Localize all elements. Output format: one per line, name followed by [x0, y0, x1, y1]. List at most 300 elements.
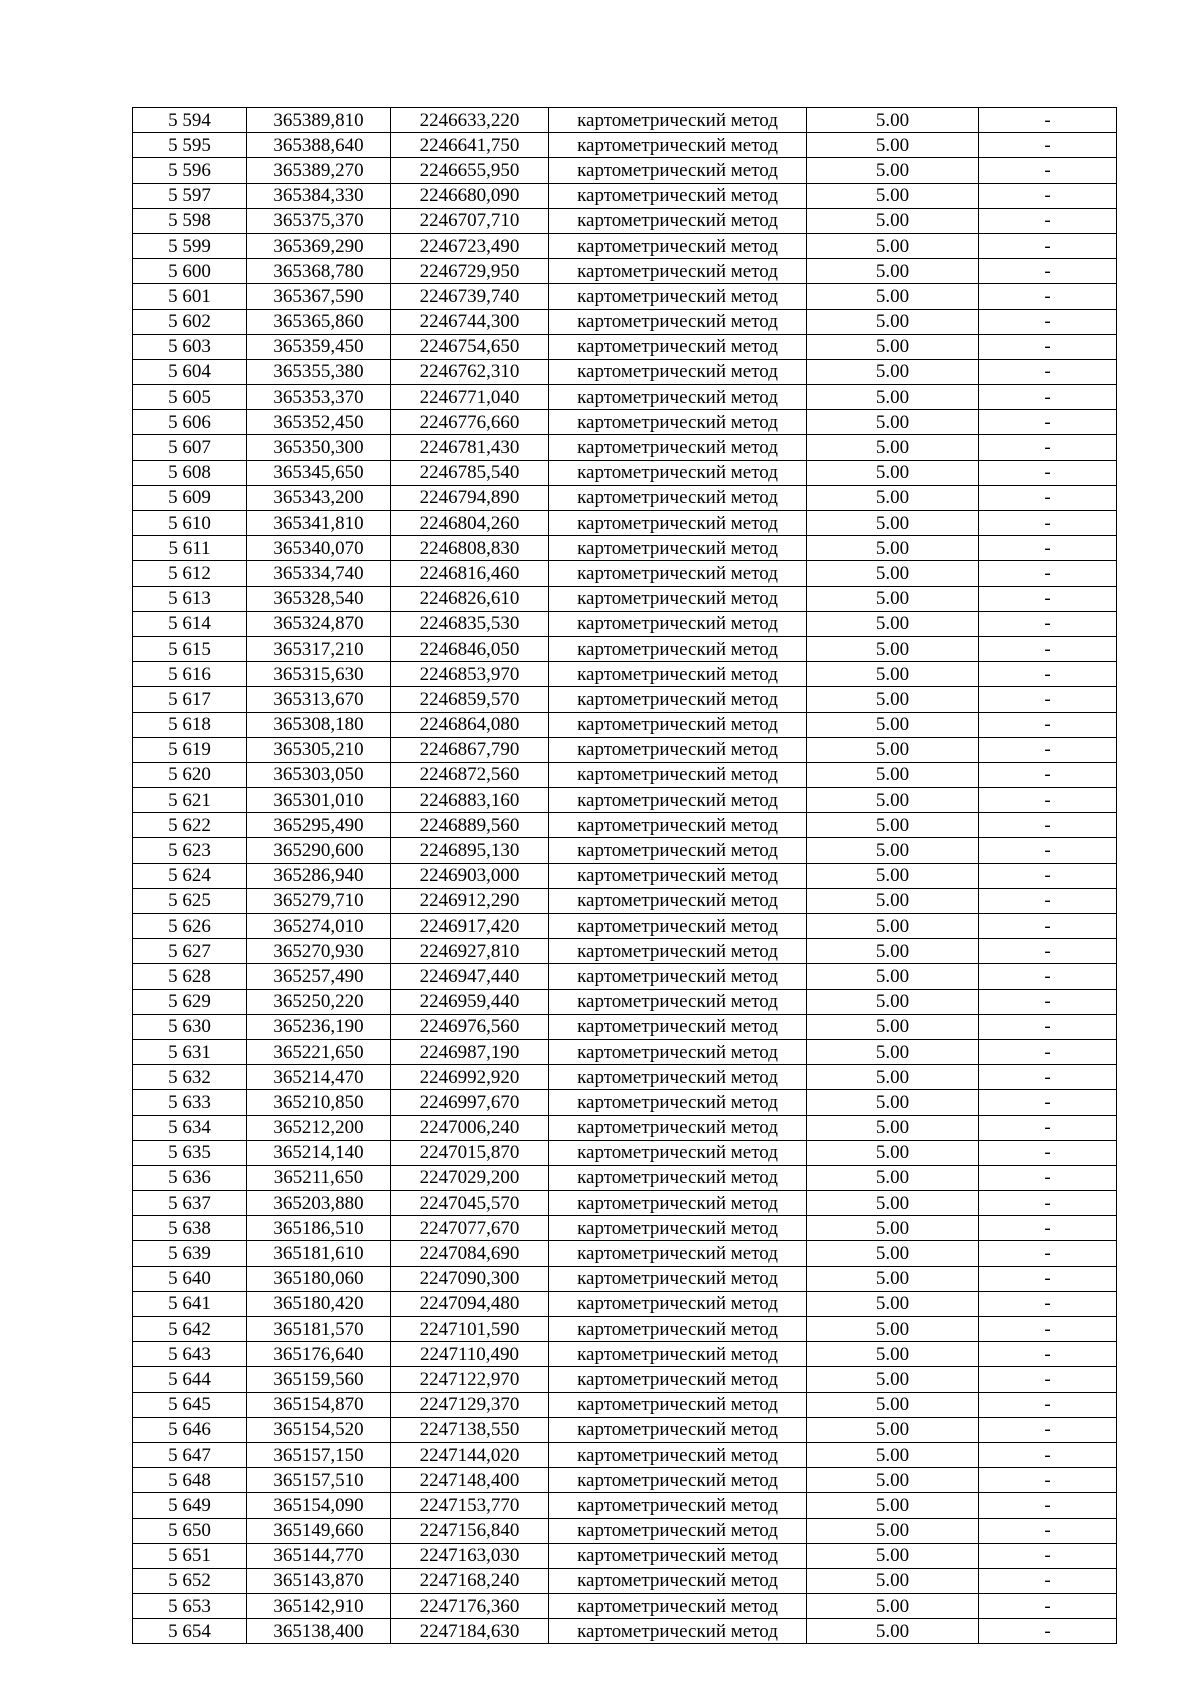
method-cell: картометрический метод	[549, 737, 807, 762]
x-coordinate-cell: 365308,180	[247, 712, 391, 737]
precision-cell: 5.00	[807, 284, 979, 309]
precision-cell: 5.00	[807, 611, 979, 636]
precision-cell: 5.00	[807, 561, 979, 586]
x-coordinate-cell: 365159,560	[247, 1367, 391, 1392]
point-number-cell: 5 600	[133, 259, 247, 284]
method-cell: картометрический метод	[549, 863, 807, 888]
note-cell: -	[979, 914, 1117, 939]
method-cell: картометрический метод	[549, 1266, 807, 1291]
method-cell: картометрический метод	[549, 1442, 807, 1467]
method-cell: картометрический метод	[549, 108, 807, 133]
note-cell: -	[979, 183, 1117, 208]
y-coordinate-cell: 2246927,810	[391, 939, 549, 964]
method-cell: картометрический метод	[549, 989, 807, 1014]
y-coordinate-cell: 2246987,190	[391, 1039, 549, 1064]
method-cell: картометрический метод	[549, 511, 807, 536]
point-number-cell: 5 628	[133, 964, 247, 989]
note-cell: -	[979, 788, 1117, 813]
method-cell: картометрический метод	[549, 662, 807, 687]
y-coordinate-cell: 2246835,530	[391, 611, 549, 636]
precision-cell: 5.00	[807, 838, 979, 863]
precision-cell: 5.00	[807, 1568, 979, 1593]
method-cell: картометрический метод	[549, 813, 807, 838]
precision-cell: 5.00	[807, 460, 979, 485]
note-cell: -	[979, 208, 1117, 233]
table-row	[133, 1291, 1117, 1316]
note-cell: -	[979, 1140, 1117, 1165]
note-cell: -	[979, 1065, 1117, 1090]
method-cell: картометрический метод	[549, 712, 807, 737]
note-cell: -	[979, 1317, 1117, 1342]
y-coordinate-cell: 2246872,560	[391, 762, 549, 787]
note-cell: -	[979, 762, 1117, 787]
precision-cell: 5.00	[807, 1367, 979, 1392]
precision-cell: 5.00	[807, 359, 979, 384]
precision-cell: 5.00	[807, 964, 979, 989]
note-cell: -	[979, 1342, 1117, 1367]
y-coordinate-cell: 2246707,710	[391, 208, 549, 233]
method-cell: картометрический метод	[549, 636, 807, 661]
method-cell: картометрический метод	[549, 460, 807, 485]
point-number-cell: 5 607	[133, 435, 247, 460]
table-row	[133, 385, 1117, 410]
precision-cell: 5.00	[807, 1191, 979, 1216]
point-number-cell: 5 632	[133, 1065, 247, 1090]
method-cell: картометрический метод	[549, 133, 807, 158]
x-coordinate-cell: 365389,270	[247, 158, 391, 183]
note-cell: -	[979, 1115, 1117, 1140]
note-cell: -	[979, 737, 1117, 762]
method-cell: картометрический метод	[549, 1493, 807, 1518]
table-row	[133, 284, 1117, 309]
table-row	[133, 334, 1117, 359]
precision-cell: 5.00	[807, 183, 979, 208]
note-cell: -	[979, 939, 1117, 964]
note-cell: -	[979, 284, 1117, 309]
x-coordinate-cell: 365388,640	[247, 133, 391, 158]
note-cell: -	[979, 636, 1117, 661]
note-cell: -	[979, 712, 1117, 737]
x-coordinate-cell: 365359,450	[247, 334, 391, 359]
table-row	[133, 1090, 1117, 1115]
x-coordinate-cell: 365180,060	[247, 1266, 391, 1291]
method-cell: картометрический метод	[549, 1014, 807, 1039]
precision-cell: 5.00	[807, 133, 979, 158]
precision-cell: 5.00	[807, 108, 979, 133]
x-coordinate-cell: 365149,660	[247, 1518, 391, 1543]
note-cell: -	[979, 259, 1117, 284]
point-number-cell: 5 641	[133, 1291, 247, 1316]
precision-cell: 5.00	[807, 1342, 979, 1367]
method-cell: картометрический метод	[549, 259, 807, 284]
table-row	[133, 561, 1117, 586]
note-cell: -	[979, 1291, 1117, 1316]
table-row	[133, 1191, 1117, 1216]
y-coordinate-cell: 2246781,430	[391, 435, 549, 460]
method-cell: картометрический метод	[549, 914, 807, 939]
y-coordinate-cell: 2246794,890	[391, 485, 549, 510]
method-cell: картометрический метод	[549, 1165, 807, 1190]
table-row	[133, 1468, 1117, 1493]
method-cell: картометрический метод	[549, 334, 807, 359]
x-coordinate-cell: 365313,670	[247, 687, 391, 712]
precision-cell: 5.00	[807, 435, 979, 460]
x-coordinate-cell: 365176,640	[247, 1342, 391, 1367]
precision-cell: 5.00	[807, 1442, 979, 1467]
table-row	[133, 485, 1117, 510]
table-row	[133, 964, 1117, 989]
x-coordinate-cell: 365303,050	[247, 762, 391, 787]
y-coordinate-cell: 2246859,570	[391, 687, 549, 712]
point-number-cell: 5 613	[133, 586, 247, 611]
y-coordinate-cell: 2247110,490	[391, 1342, 549, 1367]
y-coordinate-cell: 2246641,750	[391, 133, 549, 158]
y-coordinate-cell: 2247148,400	[391, 1468, 549, 1493]
precision-cell: 5.00	[807, 410, 979, 435]
x-coordinate-cell: 365154,090	[247, 1493, 391, 1518]
point-number-cell: 5 652	[133, 1568, 247, 1593]
x-coordinate-cell: 365389,810	[247, 108, 391, 133]
table-row	[133, 1266, 1117, 1291]
table-row	[133, 1367, 1117, 1392]
note-cell: -	[979, 662, 1117, 687]
method-cell: картометрический метод	[549, 1115, 807, 1140]
table-row	[133, 1065, 1117, 1090]
y-coordinate-cell: 2247168,240	[391, 1568, 549, 1593]
precision-cell: 5.00	[807, 1165, 979, 1190]
y-coordinate-cell: 2246889,560	[391, 813, 549, 838]
y-coordinate-cell: 2247084,690	[391, 1241, 549, 1266]
note-cell: -	[979, 309, 1117, 334]
y-coordinate-cell: 2246762,310	[391, 359, 549, 384]
y-coordinate-cell: 2246785,540	[391, 460, 549, 485]
table-row	[133, 1594, 1117, 1619]
x-coordinate-cell: 365221,650	[247, 1039, 391, 1064]
x-coordinate-cell: 365212,200	[247, 1115, 391, 1140]
y-coordinate-cell: 2247006,240	[391, 1115, 549, 1140]
table-row	[133, 1342, 1117, 1367]
y-coordinate-cell: 2247129,370	[391, 1392, 549, 1417]
method-cell: картометрический метод	[549, 1216, 807, 1241]
point-number-cell: 5 645	[133, 1392, 247, 1417]
note-cell: -	[979, 1090, 1117, 1115]
precision-cell: 5.00	[807, 233, 979, 258]
note-cell: -	[979, 611, 1117, 636]
precision-cell: 5.00	[807, 1039, 979, 1064]
y-coordinate-cell: 2247101,590	[391, 1317, 549, 1342]
y-coordinate-cell: 2246903,000	[391, 863, 549, 888]
table-row	[133, 1140, 1117, 1165]
note-cell: -	[979, 1039, 1117, 1064]
point-number-cell: 5 637	[133, 1191, 247, 1216]
point-number-cell: 5 625	[133, 888, 247, 913]
precision-cell: 5.00	[807, 485, 979, 510]
table-row	[133, 1241, 1117, 1266]
point-number-cell: 5 633	[133, 1090, 247, 1115]
method-cell: картометрический метод	[549, 284, 807, 309]
x-coordinate-cell: 365250,220	[247, 989, 391, 1014]
method-cell: картометрический метод	[549, 586, 807, 611]
x-coordinate-cell: 365257,490	[247, 964, 391, 989]
x-coordinate-cell: 365181,610	[247, 1241, 391, 1266]
point-number-cell: 5 621	[133, 788, 247, 813]
precision-cell: 5.00	[807, 1090, 979, 1115]
table-row	[133, 309, 1117, 334]
table-row	[133, 813, 1117, 838]
y-coordinate-cell: 2246864,080	[391, 712, 549, 737]
precision-cell: 5.00	[807, 1619, 979, 1644]
x-coordinate-cell: 365365,860	[247, 309, 391, 334]
y-coordinate-cell: 2246997,670	[391, 1090, 549, 1115]
x-coordinate-cell: 365305,210	[247, 737, 391, 762]
precision-cell: 5.00	[807, 1493, 979, 1518]
precision-cell: 5.00	[807, 1392, 979, 1417]
point-number-cell: 5 601	[133, 284, 247, 309]
x-coordinate-cell: 365317,210	[247, 636, 391, 661]
y-coordinate-cell: 2247176,360	[391, 1594, 549, 1619]
point-number-cell: 5 599	[133, 233, 247, 258]
point-number-cell: 5 614	[133, 611, 247, 636]
x-coordinate-cell: 365157,150	[247, 1442, 391, 1467]
x-coordinate-cell: 365157,510	[247, 1468, 391, 1493]
precision-cell: 5.00	[807, 1266, 979, 1291]
x-coordinate-cell: 365236,190	[247, 1014, 391, 1039]
y-coordinate-cell: 2247153,770	[391, 1493, 549, 1518]
y-coordinate-cell: 2247029,200	[391, 1165, 549, 1190]
table-row	[133, 662, 1117, 687]
method-cell: картометрический метод	[549, 183, 807, 208]
note-cell: -	[979, 1493, 1117, 1518]
precision-cell: 5.00	[807, 687, 979, 712]
method-cell: картометрический метод	[549, 1291, 807, 1316]
note-cell: -	[979, 1165, 1117, 1190]
table-row	[133, 208, 1117, 233]
precision-cell: 5.00	[807, 208, 979, 233]
table-row	[133, 788, 1117, 813]
note-cell: -	[979, 1468, 1117, 1493]
y-coordinate-cell: 2246992,920	[391, 1065, 549, 1090]
x-coordinate-cell: 365290,600	[247, 838, 391, 863]
point-number-cell: 5 610	[133, 511, 247, 536]
method-cell: картометрический метод	[549, 1543, 807, 1568]
point-number-cell: 5 650	[133, 1518, 247, 1543]
precision-cell: 5.00	[807, 1543, 979, 1568]
x-coordinate-cell: 365341,810	[247, 511, 391, 536]
method-cell: картометрический метод	[549, 536, 807, 561]
table-row	[133, 838, 1117, 863]
point-number-cell: 5 649	[133, 1493, 247, 1518]
note-cell: -	[979, 1568, 1117, 1593]
x-coordinate-cell: 365181,570	[247, 1317, 391, 1342]
method-cell: картометрический метод	[549, 838, 807, 863]
y-coordinate-cell: 2247156,840	[391, 1518, 549, 1543]
note-cell: -	[979, 536, 1117, 561]
y-coordinate-cell: 2246853,970	[391, 662, 549, 687]
table-row	[133, 1493, 1117, 1518]
precision-cell: 5.00	[807, 762, 979, 787]
y-coordinate-cell: 2247138,550	[391, 1417, 549, 1442]
table-row	[133, 1568, 1117, 1593]
x-coordinate-cell: 365352,450	[247, 410, 391, 435]
point-number-cell: 5 634	[133, 1115, 247, 1140]
x-coordinate-cell: 365340,070	[247, 536, 391, 561]
point-number-cell: 5 622	[133, 813, 247, 838]
point-number-cell: 5 636	[133, 1165, 247, 1190]
x-coordinate-cell: 365295,490	[247, 813, 391, 838]
y-coordinate-cell: 2246959,440	[391, 989, 549, 1014]
method-cell: картометрический метод	[549, 1065, 807, 1090]
x-coordinate-cell: 365214,140	[247, 1140, 391, 1165]
x-coordinate-cell: 365367,590	[247, 284, 391, 309]
x-coordinate-cell: 365214,470	[247, 1065, 391, 1090]
x-coordinate-cell: 365211,650	[247, 1165, 391, 1190]
y-coordinate-cell: 2247184,630	[391, 1619, 549, 1644]
precision-cell: 5.00	[807, 1317, 979, 1342]
note-cell: -	[979, 813, 1117, 838]
table-row	[133, 1392, 1117, 1417]
method-cell: картометрический метод	[549, 1191, 807, 1216]
point-number-cell: 5 642	[133, 1317, 247, 1342]
y-coordinate-cell: 2246826,610	[391, 586, 549, 611]
note-cell: -	[979, 511, 1117, 536]
x-coordinate-cell: 365384,330	[247, 183, 391, 208]
x-coordinate-cell: 365142,910	[247, 1594, 391, 1619]
method-cell: картометрический метод	[549, 1392, 807, 1417]
method-cell: картометрический метод	[549, 888, 807, 913]
y-coordinate-cell: 2246729,950	[391, 259, 549, 284]
note-cell: -	[979, 1367, 1117, 1392]
x-coordinate-cell: 365274,010	[247, 914, 391, 939]
table-row	[133, 1115, 1117, 1140]
precision-cell: 5.00	[807, 1115, 979, 1140]
note-cell: -	[979, 1266, 1117, 1291]
x-coordinate-cell: 365279,710	[247, 888, 391, 913]
table-row	[133, 737, 1117, 762]
point-number-cell: 5 626	[133, 914, 247, 939]
x-coordinate-cell: 365315,630	[247, 662, 391, 687]
point-number-cell: 5 638	[133, 1216, 247, 1241]
method-cell: картометрический метод	[549, 435, 807, 460]
y-coordinate-cell: 2247144,020	[391, 1442, 549, 1467]
point-number-cell: 5 623	[133, 838, 247, 863]
table-row	[133, 586, 1117, 611]
precision-cell: 5.00	[807, 1594, 979, 1619]
x-coordinate-cell: 365343,200	[247, 485, 391, 510]
y-coordinate-cell: 2247045,570	[391, 1191, 549, 1216]
note-cell: -	[979, 485, 1117, 510]
point-number-cell: 5 594	[133, 108, 247, 133]
precision-cell: 5.00	[807, 914, 979, 939]
precision-cell: 5.00	[807, 1417, 979, 1442]
x-coordinate-cell: 365154,520	[247, 1417, 391, 1442]
x-coordinate-cell: 365143,870	[247, 1568, 391, 1593]
point-number-cell: 5 618	[133, 712, 247, 737]
precision-cell: 5.00	[807, 737, 979, 762]
note-cell: -	[979, 989, 1117, 1014]
y-coordinate-cell: 2246883,160	[391, 788, 549, 813]
y-coordinate-cell: 2246804,260	[391, 511, 549, 536]
precision-cell: 5.00	[807, 586, 979, 611]
table-row	[133, 863, 1117, 888]
x-coordinate-cell: 365355,380	[247, 359, 391, 384]
note-cell: -	[979, 108, 1117, 133]
point-number-cell: 5 611	[133, 536, 247, 561]
precision-cell: 5.00	[807, 1014, 979, 1039]
method-cell: картометрический метод	[549, 1367, 807, 1392]
y-coordinate-cell: 2246680,090	[391, 183, 549, 208]
method-cell: картометрический метод	[549, 1417, 807, 1442]
x-coordinate-cell: 365203,880	[247, 1191, 391, 1216]
y-coordinate-cell: 2246754,650	[391, 334, 549, 359]
note-cell: -	[979, 385, 1117, 410]
point-number-cell: 5 612	[133, 561, 247, 586]
y-coordinate-cell: 2246895,130	[391, 838, 549, 863]
table-row	[133, 359, 1117, 384]
note-cell: -	[979, 888, 1117, 913]
note-cell: -	[979, 687, 1117, 712]
precision-cell: 5.00	[807, 813, 979, 838]
x-coordinate-cell: 365186,510	[247, 1216, 391, 1241]
table-row	[133, 1165, 1117, 1190]
method-cell: картометрический метод	[549, 158, 807, 183]
note-cell: -	[979, 964, 1117, 989]
method-cell: картометрический метод	[549, 964, 807, 989]
point-number-cell: 5 629	[133, 989, 247, 1014]
note-cell: -	[979, 1392, 1117, 1417]
table-row	[133, 989, 1117, 1014]
precision-cell: 5.00	[807, 662, 979, 687]
method-cell: картометрический метод	[549, 1317, 807, 1342]
precision-cell: 5.00	[807, 334, 979, 359]
y-coordinate-cell: 2246976,560	[391, 1014, 549, 1039]
note-cell: -	[979, 133, 1117, 158]
method-cell: картометрический метод	[549, 1594, 807, 1619]
y-coordinate-cell: 2246723,490	[391, 233, 549, 258]
method-cell: картометрический метод	[549, 385, 807, 410]
x-coordinate-cell: 365286,940	[247, 863, 391, 888]
precision-cell: 5.00	[807, 309, 979, 334]
method-cell: картометрический метод	[549, 1140, 807, 1165]
y-coordinate-cell: 2247015,870	[391, 1140, 549, 1165]
point-number-cell: 5 603	[133, 334, 247, 359]
point-number-cell: 5 605	[133, 385, 247, 410]
note-cell: -	[979, 1619, 1117, 1644]
point-number-cell: 5 606	[133, 410, 247, 435]
x-coordinate-cell: 365345,650	[247, 460, 391, 485]
y-coordinate-cell: 2246739,740	[391, 284, 549, 309]
point-number-cell: 5 595	[133, 133, 247, 158]
precision-cell: 5.00	[807, 1291, 979, 1316]
y-coordinate-cell: 2246947,440	[391, 964, 549, 989]
precision-cell: 5.00	[807, 511, 979, 536]
point-number-cell: 5 654	[133, 1619, 247, 1644]
y-coordinate-cell: 2246744,300	[391, 309, 549, 334]
precision-cell: 5.00	[807, 536, 979, 561]
method-cell: картометрический метод	[549, 1039, 807, 1064]
point-number-cell: 5 631	[133, 1039, 247, 1064]
x-coordinate-cell: 365369,290	[247, 233, 391, 258]
table-row	[133, 536, 1117, 561]
point-number-cell: 5 648	[133, 1468, 247, 1493]
y-coordinate-cell: 2246633,220	[391, 108, 549, 133]
coordinates-table	[132, 107, 1117, 1644]
note-cell: -	[979, 1594, 1117, 1619]
precision-cell: 5.00	[807, 1241, 979, 1266]
note-cell: -	[979, 410, 1117, 435]
precision-cell: 5.00	[807, 385, 979, 410]
x-coordinate-cell: 365324,870	[247, 611, 391, 636]
y-coordinate-cell: 2246655,950	[391, 158, 549, 183]
